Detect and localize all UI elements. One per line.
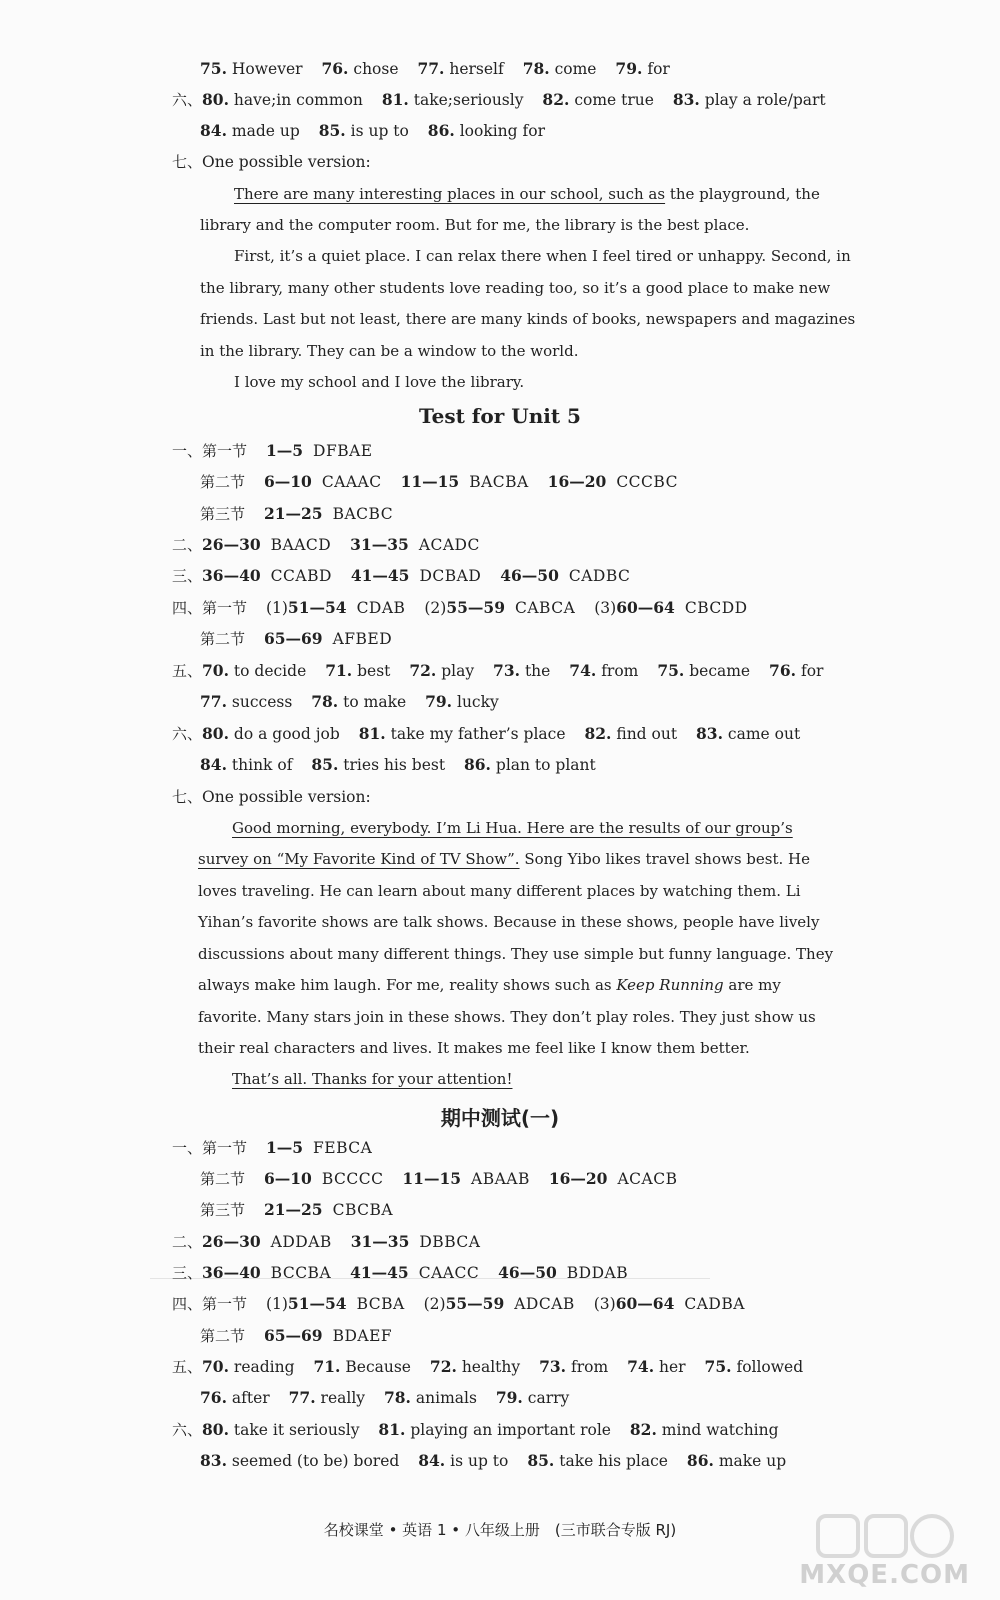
- answer: BACBA: [469, 473, 529, 491]
- answer: BCBA: [356, 1295, 405, 1313]
- num: 77.: [200, 692, 227, 711]
- range: 51—54: [287, 1294, 347, 1313]
- unit5-title: Test for Unit 5: [419, 404, 581, 428]
- subsection-label: 第二节: [200, 1327, 246, 1345]
- essay-text: always make him laugh. For me, reality shows such as: [198, 976, 617, 994]
- num: 84.: [200, 121, 227, 140]
- num: 79.: [425, 692, 453, 711]
- range: 21—25: [263, 504, 323, 523]
- mid-four-2: [200, 1325, 406, 1347]
- range: 21—25: [263, 1200, 323, 1219]
- subsection-label: 第二节: [200, 473, 246, 491]
- mid-six-b: [200, 1450, 800, 1472]
- mid-five-b: [200, 1387, 583, 1409]
- mid-one-1: [172, 1137, 386, 1159]
- answer: the: [524, 662, 551, 680]
- version-label: One possible version:: [202, 153, 371, 171]
- num: 84.: [418, 1451, 446, 1470]
- u5-one-3: [200, 503, 407, 525]
- underlined-text: Good morning, everybody. I’m Li Hua. Here are the results of our group’s: [232, 819, 793, 837]
- version-label: One possible version:: [202, 788, 371, 806]
- u5-one-1: [172, 440, 387, 462]
- underlined-text: That’s all. Thanks for your attention!: [232, 1070, 513, 1088]
- num: 80.: [202, 1420, 229, 1439]
- answer: became: [689, 662, 751, 680]
- num: 85.: [318, 121, 346, 140]
- num: 78.: [311, 692, 339, 711]
- num: 73.: [493, 661, 521, 680]
- answer: playing an important role: [410, 1421, 611, 1439]
- u5-three: [172, 565, 644, 587]
- range: 31—35: [350, 535, 409, 554]
- num: 79.: [615, 59, 643, 78]
- answer: CCCBC: [616, 473, 678, 491]
- range: 36—40: [202, 566, 261, 585]
- num: 86.: [463, 755, 491, 774]
- num: 70.: [202, 661, 229, 680]
- u5-one-2: [200, 471, 692, 493]
- u5-four-2: [200, 628, 406, 650]
- range: 11—15: [400, 472, 460, 491]
- range: 26—30: [202, 535, 261, 554]
- num: 77.: [417, 59, 445, 78]
- u4-essay-line: friends. Last but not least, there are many kinds of books, newspapers and magazines: [200, 310, 856, 328]
- answer: play: [441, 662, 475, 680]
- range: 6—10: [263, 1169, 312, 1188]
- range: 16—20: [547, 472, 607, 491]
- answer: CBCDD: [684, 599, 748, 617]
- answer: came out: [727, 725, 801, 743]
- range: 55—59: [446, 598, 505, 617]
- u4-essay-line: in the library. They can be a window to the world.: [200, 342, 579, 360]
- answer: Because: [345, 1358, 411, 1376]
- num: 75.: [200, 59, 227, 78]
- page-footer: 名校课堂 • 英语 1 • 八年级上册 (三市联合专版 RJ): [323, 1521, 677, 1539]
- section-prefix: 七、: [172, 788, 203, 806]
- num: 82.: [542, 90, 570, 109]
- range: 65—69: [263, 629, 323, 648]
- u5-essay-line: [198, 848, 810, 870]
- u5-essay-line: favorite. Many stars join in these shows. They don’t play roles. They just show us: [198, 1008, 816, 1026]
- answer: BAACD: [270, 536, 332, 554]
- answer: CAACC: [418, 1264, 480, 1282]
- num: 81.: [381, 90, 409, 109]
- num: 81.: [358, 724, 386, 743]
- answer: DCBAD: [419, 567, 482, 585]
- num: 76.: [200, 1388, 227, 1407]
- answer: BDDAB: [566, 1264, 629, 1282]
- answer: come true: [574, 91, 654, 109]
- mid-four-1: [172, 1293, 759, 1315]
- range: 55—59: [445, 1294, 505, 1313]
- num: 73.: [539, 1357, 567, 1376]
- answer: looking for: [459, 122, 545, 140]
- answer: animals: [415, 1389, 477, 1407]
- answer: find out: [616, 725, 678, 743]
- num: 71.: [313, 1357, 341, 1376]
- answer: FEBCA: [313, 1139, 373, 1157]
- u5-four-1: [172, 597, 762, 619]
- num: 82.: [584, 724, 612, 743]
- subsection-label: 第三节: [200, 1201, 246, 1219]
- answer: ACADC: [418, 536, 480, 554]
- answer: CABCA: [514, 599, 576, 617]
- answer: CADBC: [568, 567, 631, 585]
- part: (3): [593, 1295, 616, 1313]
- range: 6—10: [263, 472, 312, 491]
- u5-essay-line: discussions about many different things. They use simple but funny language. They: [198, 945, 834, 963]
- u5-five-a: [172, 660, 837, 682]
- midterm-title: 期中测试(一): [440, 1106, 560, 1130]
- range: 1—5: [265, 1138, 304, 1157]
- part: (1): [265, 599, 288, 617]
- range: 60—64: [615, 1294, 675, 1313]
- answer: BDAEF: [332, 1327, 393, 1345]
- answer: take it seriously: [233, 1421, 360, 1439]
- range: 41—45: [350, 1263, 409, 1282]
- answer: have;in common: [233, 91, 363, 109]
- answer: ADCAB: [514, 1295, 575, 1313]
- answer: do a good job: [233, 725, 340, 743]
- u4-essay-line: the library, many other students love reading too, so it’s a good place to make new: [200, 279, 831, 297]
- u4-essay-line: library and the computer room. But for me, the library is the best place.: [200, 216, 750, 234]
- num: 84.: [200, 755, 227, 774]
- range: 46—50: [498, 1263, 557, 1282]
- answer: ADDAB: [270, 1233, 332, 1251]
- mid-three: [172, 1262, 642, 1284]
- underlined-text: survey on “My Favorite Kind of TV Show”.: [198, 850, 520, 868]
- answer: take my father’s place: [390, 725, 566, 743]
- u5-seven-heading: [172, 786, 371, 808]
- section-prefix: 三、: [172, 1264, 203, 1282]
- u5-six-a: [172, 723, 814, 745]
- answer: made up: [231, 122, 300, 140]
- section-prefix: 六、: [172, 725, 203, 743]
- num: 76.: [321, 59, 349, 78]
- watermark-text: MXQE.COM: [799, 1560, 970, 1590]
- answer: to make: [343, 693, 407, 711]
- num: 83.: [696, 724, 723, 743]
- section-prefix: 四、第一节: [172, 1295, 248, 1313]
- answer: BCCBA: [270, 1264, 332, 1282]
- answer: healthy: [461, 1358, 521, 1376]
- mid-six-a: [172, 1419, 793, 1441]
- range: 51—54: [287, 598, 347, 617]
- answer: CAAAC: [321, 473, 382, 491]
- answer: CDAB: [356, 599, 406, 617]
- answer: However: [231, 60, 303, 78]
- range: 65—69: [263, 1326, 323, 1345]
- essay-text: the playground, the: [665, 185, 820, 203]
- answer: come: [554, 60, 597, 78]
- section-prefix: 六、: [172, 1421, 203, 1439]
- answer: plan to plant: [495, 756, 596, 774]
- u4-line-75-79: [200, 58, 684, 80]
- num: 75.: [657, 661, 685, 680]
- num: 78.: [383, 1388, 411, 1407]
- answer: think of: [231, 756, 293, 774]
- range: 46—50: [500, 566, 559, 585]
- num: 82.: [629, 1420, 657, 1439]
- section-prefix: 一、第一节: [172, 442, 248, 460]
- answer: her: [659, 1358, 686, 1376]
- answer: CBCBA: [332, 1201, 394, 1219]
- subsection-label: 第二节: [200, 630, 246, 648]
- range: 1—5: [265, 441, 304, 460]
- num: 80.: [202, 724, 229, 743]
- section-prefix: 七、: [172, 153, 203, 171]
- range: 16—20: [548, 1169, 608, 1188]
- u4-line-80-83: [172, 89, 840, 111]
- essay-text: are my: [723, 976, 781, 994]
- answer: reading: [233, 1358, 295, 1376]
- u5-six-b: [200, 754, 610, 776]
- num: 83.: [200, 1451, 227, 1470]
- num: 85.: [311, 755, 339, 774]
- answer: DFBAE: [313, 442, 373, 460]
- answer: for: [800, 662, 824, 680]
- answer: chose: [353, 60, 399, 78]
- part: (3): [594, 599, 617, 617]
- show-title: Keep Running: [616, 976, 724, 994]
- section-prefix: 一、第一节: [172, 1139, 248, 1157]
- num: 86.: [686, 1451, 714, 1470]
- answer: take;seriously: [413, 91, 524, 109]
- answer: from: [601, 662, 639, 680]
- num: 70.: [202, 1357, 229, 1376]
- range: 31—35: [350, 1232, 410, 1251]
- answer: best: [357, 662, 391, 680]
- range: 11—15: [402, 1169, 462, 1188]
- num: 80.: [202, 90, 229, 109]
- num: 74.: [569, 661, 597, 680]
- answer: for: [647, 60, 670, 78]
- answer: BACBC: [332, 505, 394, 523]
- answer: from: [571, 1358, 609, 1376]
- section-prefix: 二、: [172, 536, 203, 554]
- answer: carry: [527, 1389, 570, 1407]
- answer: seemed (to be) bored: [231, 1452, 400, 1470]
- section-prefix: 五、: [172, 662, 203, 680]
- answer: make up: [718, 1452, 787, 1470]
- answer: is up to: [450, 1452, 509, 1470]
- u5-essay-line: [198, 974, 781, 996]
- u5-essay-line: loves traveling. He can learn about many different places by watching them. Li: [198, 882, 801, 900]
- answer: take his place: [559, 1452, 668, 1470]
- u4-seven-heading: [172, 151, 371, 173]
- answer: after: [231, 1389, 270, 1407]
- section-prefix: 四、第一节: [172, 599, 248, 617]
- mid-five-a: [172, 1356, 817, 1378]
- num: 71.: [325, 661, 353, 680]
- answer: lucky: [456, 693, 499, 711]
- num: 77.: [288, 1388, 316, 1407]
- mid-two: [172, 1231, 494, 1253]
- num: 74.: [627, 1357, 655, 1376]
- range: 41—45: [350, 566, 410, 585]
- u4-essay-line: First, it’s a quiet place. I can relax there when I feel tired or unhappy. Second, in: [234, 247, 851, 265]
- answer: ABAAB: [471, 1170, 530, 1188]
- answer: really: [320, 1389, 366, 1407]
- answer: BCCCC: [321, 1170, 384, 1188]
- num: 78.: [522, 59, 550, 78]
- num: 81.: [378, 1420, 406, 1439]
- subsection-label: 第二节: [200, 1170, 246, 1188]
- range: 26—30: [202, 1232, 261, 1251]
- num: 86.: [427, 121, 455, 140]
- section-prefix: 三、: [172, 567, 203, 585]
- num: 72.: [429, 1357, 457, 1376]
- part: (2): [423, 1295, 446, 1313]
- range: 36—40: [202, 1263, 261, 1282]
- u4-essay-line: I love my school and I love the library.: [234, 373, 525, 391]
- num: 75.: [704, 1357, 732, 1376]
- mid-one-3: [200, 1199, 407, 1221]
- answer: is up to: [350, 122, 409, 140]
- answer: DBBCA: [419, 1233, 481, 1251]
- answer: play a role/part: [704, 91, 826, 109]
- answer: success: [231, 693, 293, 711]
- num: 85.: [527, 1451, 555, 1470]
- answer: to decide: [233, 662, 307, 680]
- answer: ACACB: [617, 1170, 678, 1188]
- u5-essay-line: [232, 1068, 512, 1090]
- u4-line-84-86: [200, 120, 559, 142]
- u5-five-b: [200, 691, 513, 713]
- answer: tries his best: [343, 756, 446, 774]
- u5-two: [172, 534, 494, 556]
- u5-essay-line: Yihan’s favorite shows are talk shows. Because in these shows, people have lively: [198, 913, 820, 931]
- answer: CCABD: [270, 567, 332, 585]
- section-prefix: 五、: [172, 1358, 203, 1376]
- section-prefix: 六、: [172, 91, 203, 109]
- section-prefix: 二、: [172, 1233, 203, 1251]
- underlined-text: There are many interesting places in our school, such as: [234, 185, 666, 203]
- part: (2): [424, 599, 447, 617]
- subsection-label: 第三节: [200, 505, 246, 523]
- u5-essay-line: [232, 817, 793, 839]
- answer: herself: [449, 60, 504, 78]
- u5-essay-line: their real characters and lives. It makes me feel like I know them better.: [198, 1039, 750, 1057]
- num: 72.: [409, 661, 437, 680]
- answer: followed: [736, 1358, 804, 1376]
- num: 76.: [769, 661, 797, 680]
- part: (1): [265, 1295, 288, 1313]
- range: 60—64: [616, 598, 675, 617]
- num: 83.: [672, 90, 700, 109]
- u4-essay-line: [234, 183, 820, 205]
- answer: AFBED: [332, 630, 393, 648]
- answer: mind watching: [661, 1421, 779, 1439]
- mid-one-2: [200, 1168, 691, 1190]
- num: 79.: [495, 1388, 523, 1407]
- essay-text: Song Yibo likes travel shows best. He: [519, 850, 810, 868]
- answer: CADBA: [684, 1295, 745, 1313]
